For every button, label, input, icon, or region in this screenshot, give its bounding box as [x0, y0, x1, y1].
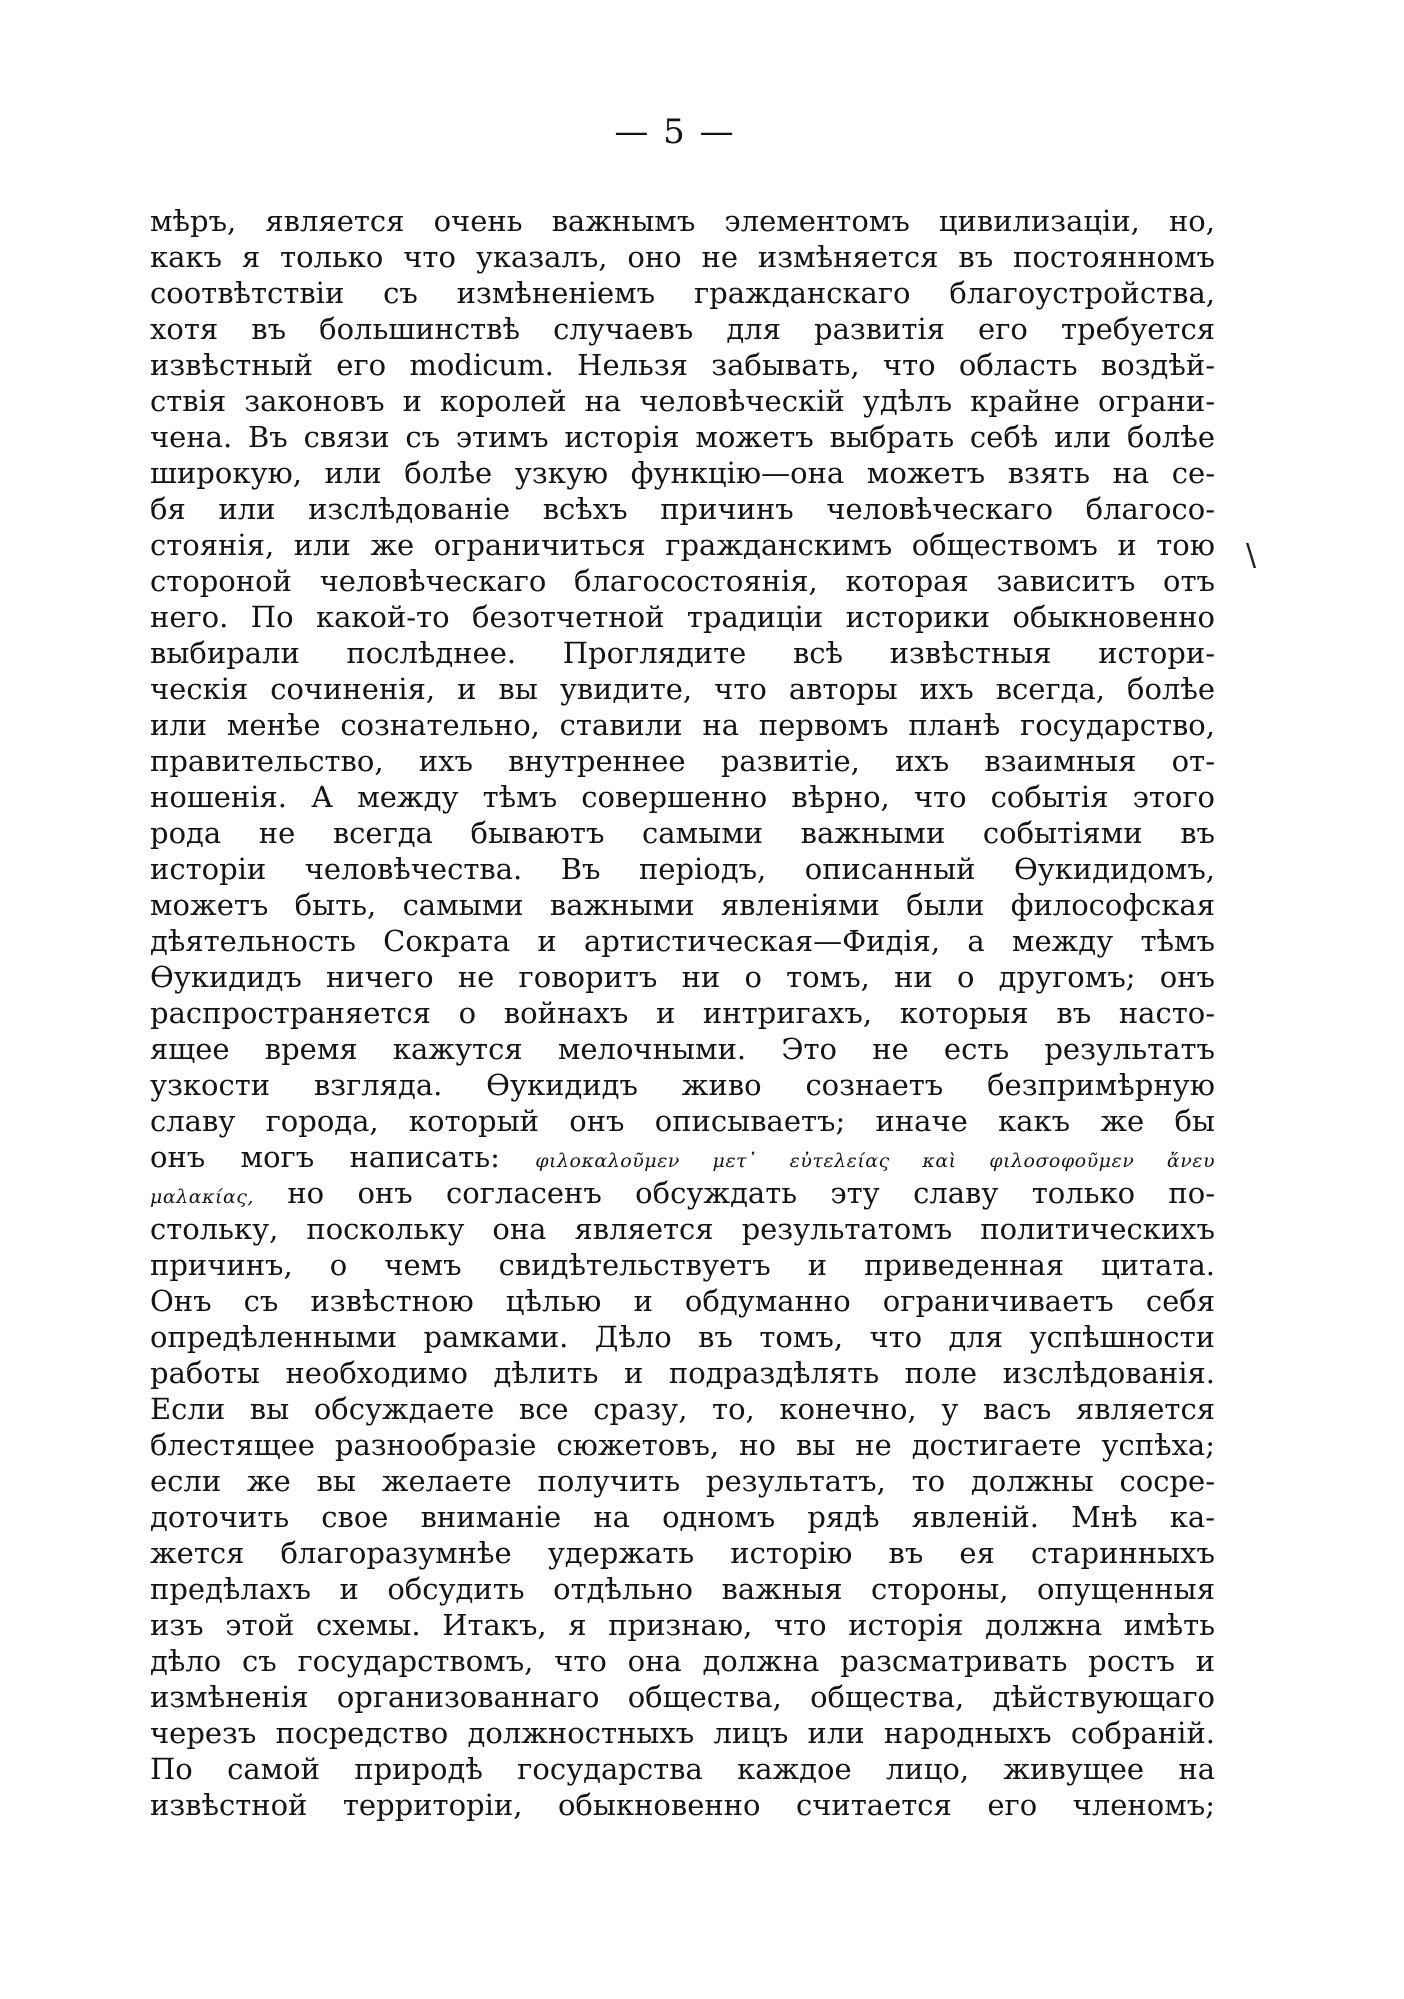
text-line: доточить свое вниманіе на одномъ рядѣ явленій. Мнѣ ка- — [150, 1500, 1215, 1534]
text-line: Ѳукидидъ ничего не говоритъ ни о томъ, ни о другомъ; онъ — [150, 960, 1215, 994]
greek-quote-line — [150, 1139, 1215, 1175]
text-line: него. По какой-то безотчетной традиціи историки обыкновенно — [150, 600, 1215, 634]
text-line: Онъ съ извѣстною цѣлью и обдуманно ограничиваетъ себя — [150, 1284, 1215, 1318]
text-line: извѣстной территоріи, обыкновенно считается его членомъ; — [150, 1788, 1215, 1822]
text-line: черезъ посредство должностныхъ лицъ или народныхъ собраній. — [150, 1716, 1215, 1750]
text-line: предѣлахъ и обсудить отдѣльно важныя стороны, опущенныя — [150, 1572, 1215, 1606]
text-line: стоянія, или же ограничиться гражданскимъ обществомъ и тою — [150, 528, 1215, 562]
text-line: выбирали послѣднее. Проглядите всѣ извѣстныя истори- — [150, 636, 1215, 670]
text-line: славу города, который онъ описываетъ; иначе какъ же бы — [150, 1104, 1215, 1138]
greek-line-rest: но онъ согласенъ обсуждать эту славу только по- — [287, 1176, 1215, 1210]
text-line: ческія сочиненія, и вы увидите, что авторы ихъ всегда, болѣе — [150, 672, 1215, 706]
text-line: какъ я только что указалъ, оно не измѣняется въ постоянномъ — [150, 240, 1215, 274]
text-line: жется благоразумнѣе удержать исторію въ ея старинныхъ — [150, 1536, 1215, 1570]
text-line: стольку, поскольку она является результатомъ политическихъ — [150, 1212, 1215, 1246]
text-line: рода не всегда бываютъ самыми важными событіями въ — [150, 816, 1215, 850]
text-line: стороной человѣческаго благосостоянія, которая зависитъ отъ — [150, 564, 1215, 598]
text-line: распространяется о войнахъ и интригахъ, которыя въ насто- — [150, 996, 1215, 1030]
text-line: хотя въ большинствѣ случаевъ для развитія его требуется — [150, 312, 1215, 346]
greek-quote-end: μαλακίας, — [150, 1186, 254, 1208]
text-line: широкую, или болѣе узкую функцію—она можетъ взять на се- — [150, 456, 1215, 490]
text-line: можетъ быть, самыми важными явленіями были философская — [150, 888, 1215, 922]
text-line: исторіи человѣчества. Въ періодъ, описанный Ѳукидидомъ, — [150, 852, 1215, 886]
text-line: узкости взгляда. Ѳукидидъ живо сознаетъ безпримѣрную — [150, 1068, 1215, 1102]
text-line: блестящее разнообразіе сюжетовъ, но вы не достигаете успѣха; — [150, 1428, 1215, 1462]
text-line: изъ этой схемы. Итакъ, я признаю, что исторія должна имѣть — [150, 1608, 1215, 1642]
text-line: По самой природѣ государства каждое лицо, живущее на — [150, 1752, 1215, 1786]
text-line: правительство, ихъ внутреннее развитіе, ихъ взаимныя от- — [150, 744, 1215, 778]
text-line: извѣстный его modicum. Нельзя забывать, что область воздѣй- — [150, 348, 1215, 382]
greek-line-prefix: онъ могъ написать: — [150, 1140, 500, 1174]
body-text — [150, 203, 1215, 1823]
text-line: чена. Въ связи съ этимъ исторія можетъ выбрать себѣ или болѣе — [150, 420, 1215, 454]
page-number: — 5 — — [614, 112, 736, 152]
text-line: или менѣе сознательно, ставили на первомъ планѣ государство, — [150, 708, 1215, 742]
text-line: дѣло съ государствомъ, что она должна разсматривать ростъ и — [150, 1644, 1215, 1678]
text-line: ствія законовъ и королей на человѣческій удѣлъ крайне ограни- — [150, 384, 1215, 418]
text-line: если же вы желаете получить результатъ, то должны сосре- — [150, 1464, 1215, 1498]
margin-mark: \ — [1246, 538, 1257, 573]
text-line: опредѣленными рамками. Дѣло въ томъ, что для успѣшности — [150, 1320, 1215, 1354]
greek-quote-line-continued — [150, 1175, 1215, 1211]
text-line: ношенія. А между тѣмъ совершенно вѣрно, что событія этого — [150, 780, 1215, 814]
text-line: дѣятельность Сократа и артистическая—Фидія, а между тѣмъ — [150, 924, 1215, 958]
text-line: соотвѣтствіи съ измѣненіемъ гражданскаго благоустройства, — [150, 276, 1215, 310]
text-line: работы необходимо дѣлить и подраздѣлять поле изслѣдованія. — [150, 1356, 1215, 1390]
text-line: измѣненія организованнаго общества, общества, дѣйствующаго — [150, 1680, 1215, 1714]
greek-quote: φιλοκαλοῦμεν μετ᾽ εὐτελείας καὶ φιλοσοφοῦμεν ἄνευ — [535, 1150, 1215, 1172]
text-line: ящее время кажутся мелочными. Это не есть результатъ — [150, 1032, 1215, 1066]
text-line: бя или изслѣдованіе всѣхъ причинъ человѣческаго благосо- — [150, 492, 1215, 526]
text-line: причинъ, о чемъ свидѣтельствуетъ и приведенная цитата. — [150, 1248, 1215, 1282]
text-line: мѣръ, является очень важнымъ элементомъ цивилизаціи, но, — [150, 204, 1215, 238]
text-line: Если вы обсуждаете все сразу, то, конечно, у васъ является — [150, 1392, 1215, 1426]
